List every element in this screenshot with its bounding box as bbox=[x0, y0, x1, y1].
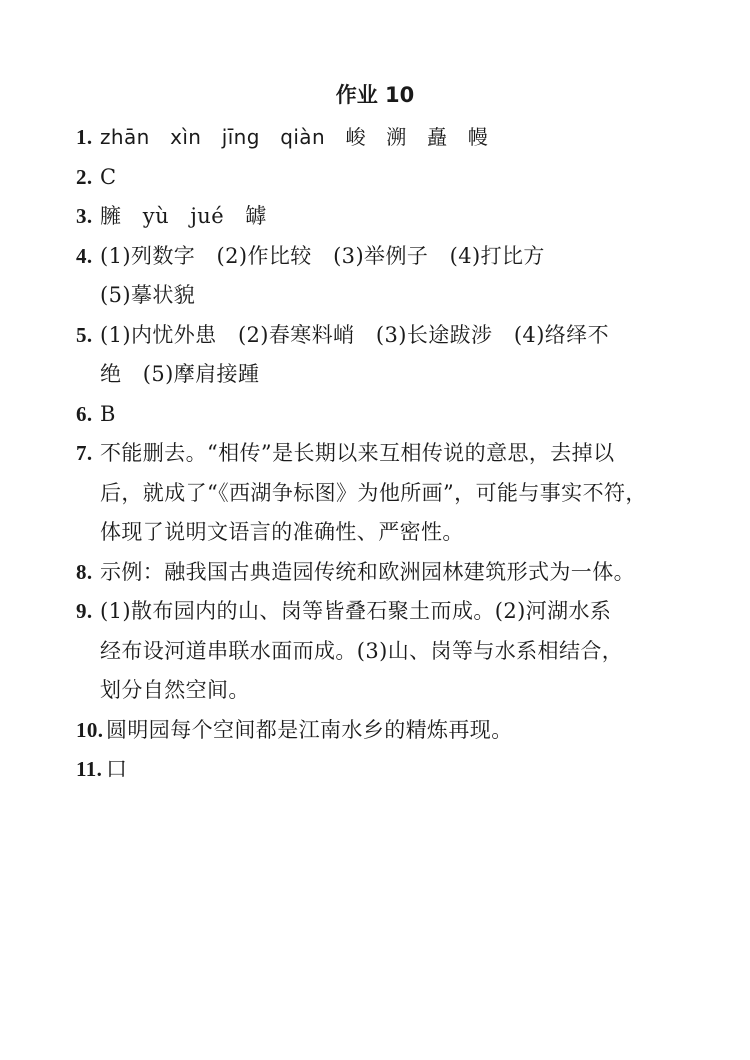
answer-line: 绝 (5)摩肩接踵 bbox=[100, 362, 260, 386]
answer-item-11 bbox=[76, 750, 676, 790]
answer-item-3 bbox=[76, 197, 676, 237]
answer-line: 示例：融我国古典造园传统和欧洲园林建筑形式为一体。 bbox=[100, 559, 635, 584]
answer-item-10 bbox=[76, 711, 676, 751]
answer-item-5 bbox=[76, 316, 676, 395]
page-title: 作业 10 bbox=[335, 83, 415, 107]
answer-number: 9. bbox=[76, 599, 93, 623]
answer-line: 圆明园每个空间都是江南水乡的精炼再现。 bbox=[106, 717, 513, 742]
answer-number: 7. bbox=[76, 441, 93, 465]
answer-number: 11. bbox=[76, 757, 103, 781]
answer-number: 10. bbox=[76, 717, 104, 742]
answer-line: C bbox=[100, 164, 117, 189]
answer-item-4 bbox=[76, 237, 676, 316]
answer-item-2 bbox=[76, 158, 676, 198]
answer-number: 5. bbox=[76, 322, 93, 347]
answer-line: (1)列数字 (2)作比较 (3)举例子 (4)打比方 bbox=[100, 243, 545, 268]
answer-line: (1)内忧外患 (2)春寒料峭 (3)长途跋涉 (4)络绎不 bbox=[100, 322, 609, 347]
answer-number: 6. bbox=[76, 401, 93, 426]
answer-line: 臃 yù jué 罅 bbox=[100, 204, 267, 228]
answer-line: 后，就成了“《西湖争标图》为他所画”，可能与事实不符， bbox=[100, 480, 647, 505]
answer-number: 2. bbox=[76, 164, 93, 189]
answer-item-8 bbox=[76, 553, 676, 593]
answer-line: (5)摹状貌 bbox=[100, 283, 196, 307]
answer-list bbox=[76, 118, 676, 790]
answer-line: 口 bbox=[106, 757, 128, 781]
answer-line: 体现了说明文语言的准确性、严密性。 bbox=[100, 520, 464, 544]
answer-item-1 bbox=[76, 118, 676, 158]
answer-number: 8. bbox=[76, 559, 93, 584]
answer-number: 4. bbox=[76, 243, 93, 268]
answer-line: 划分自然空间。 bbox=[100, 678, 250, 702]
answer-line: (1)散布园内的山、岗等皆叠石聚土而成。(2)河湖水系 bbox=[100, 599, 612, 623]
answer-line: 不能删去。“相传”是长期以来互相传说的意思，去掉以 bbox=[100, 441, 615, 465]
answer-line: B bbox=[100, 401, 116, 426]
answer-line: 经布设河道串联水面而成。(3)山、岗等与水系相结合， bbox=[100, 638, 624, 663]
answer-number: 1. bbox=[76, 125, 93, 149]
answer-item-7 bbox=[76, 434, 676, 553]
answer-number: 3. bbox=[76, 204, 93, 228]
answer-line: zhān xìn jīng qiàn 峻 溯 矗 幔 bbox=[100, 125, 489, 149]
answer-item-6 bbox=[76, 395, 676, 435]
answer-item-9 bbox=[76, 592, 676, 711]
